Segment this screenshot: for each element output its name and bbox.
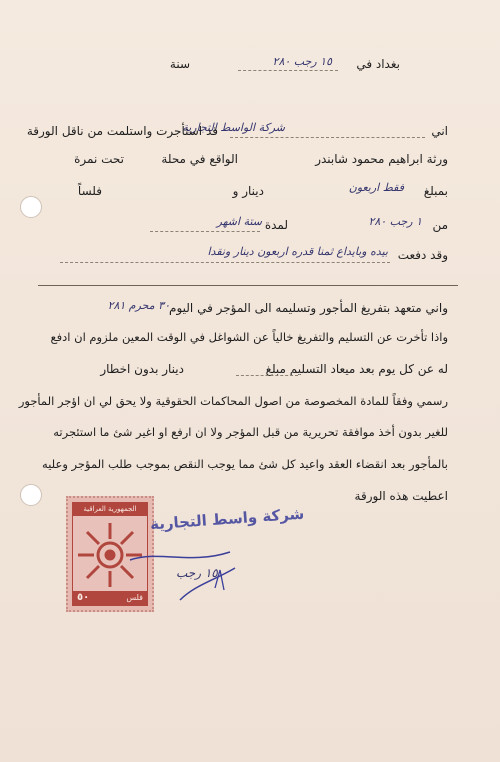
- seal-date-handwritten: ١٥ رجب: [176, 566, 218, 580]
- clause-line3-dots: [236, 375, 298, 376]
- body-line1-handwritten: شركة الواسط التجارية: [182, 121, 285, 134]
- punch-hole-bottom: [20, 484, 42, 506]
- stamp-top-text: الجمهورية العراقية: [73, 503, 147, 516]
- clause-line6: بالمأجور بعد انقضاء العقد واعيد كل شئ مما يوجب النقص بموجب طلب المؤجر وعليه: [42, 457, 448, 471]
- body-line2-start: ورثة ابراهيم محمود شابندر: [315, 152, 448, 166]
- clause-line1: واني متعهد بتفريغ المأجور وتسليمه الى المؤجر في اليوم: [169, 301, 448, 315]
- body-line5-start: وقد دفعت: [397, 248, 448, 262]
- date-dots: [238, 70, 338, 71]
- body-line3-start: بمبلغ: [423, 184, 448, 198]
- clause-line2: واذا تأخرت عن التسليم والتفريغ خالياً عن الشواغل في الوقت المعين ملزوم ان ادفع: [50, 330, 448, 344]
- clause-line3-end: دينار بدون اخطار: [100, 362, 184, 376]
- header-city-date: بغداد في: [356, 57, 400, 71]
- company-seal-text: شركة واسط التجارية: [149, 504, 305, 534]
- stamp-currency: فلس: [126, 593, 143, 602]
- line1-dots: [230, 137, 425, 138]
- body-line3-mid: دينار و: [232, 184, 264, 198]
- line4-dots: [150, 231, 260, 232]
- line5-dots: [60, 262, 390, 263]
- clause-line7: اعطيت هذه الورقة: [354, 489, 448, 503]
- header-year-word: سنة: [169, 57, 190, 71]
- clause-line1-handwritten: ٣٠ محرم ٢٨١: [107, 299, 170, 312]
- stamp-value: ٥٠: [77, 592, 90, 603]
- body-line4-start: من: [432, 218, 448, 232]
- body-line1-end: قد استأجرت واستلمت من ناقل الورقة: [26, 124, 218, 138]
- punch-hole-top: [20, 196, 42, 218]
- header-date-handwritten: ١٥ رجب ٢٨٠: [272, 55, 332, 68]
- separator-rule: [38, 285, 458, 286]
- body-line3-end: فلساً: [77, 184, 102, 198]
- body-line4-handwritten-period: ستة اشهر: [216, 215, 262, 228]
- body-line2-mid: الواقع في محلة: [161, 152, 238, 166]
- body-line1-start: اني: [431, 124, 448, 138]
- body-line5-handwritten: بيده وبايداع ثمنا قدره اربعون دينار ونقدا: [207, 245, 388, 258]
- clause-line5: للغير بدون أخذ موافقة تحريرية من قبل المؤجر ولا ان ارفع او اغير شئ ما استئجرته: [53, 425, 448, 439]
- signature-scribble: [120, 530, 260, 610]
- clause-line3: له عن كل يوم بعد ميعاد التسليم مبلغ: [265, 362, 448, 376]
- body-line3-handwritten: فقط اربعون: [348, 181, 404, 194]
- body-line4-mid: لمدة: [264, 218, 288, 232]
- body-line2-end: تحت نمرة: [74, 152, 124, 166]
- clause-line4: رسمي وفقاً للمادة المخصوصة من اصول المحاكمات الحقوقية ولا يحق لي ان اؤجر المأجور: [18, 394, 448, 408]
- body-line4-handwritten: ١ رجب ٢٨٠: [368, 215, 422, 228]
